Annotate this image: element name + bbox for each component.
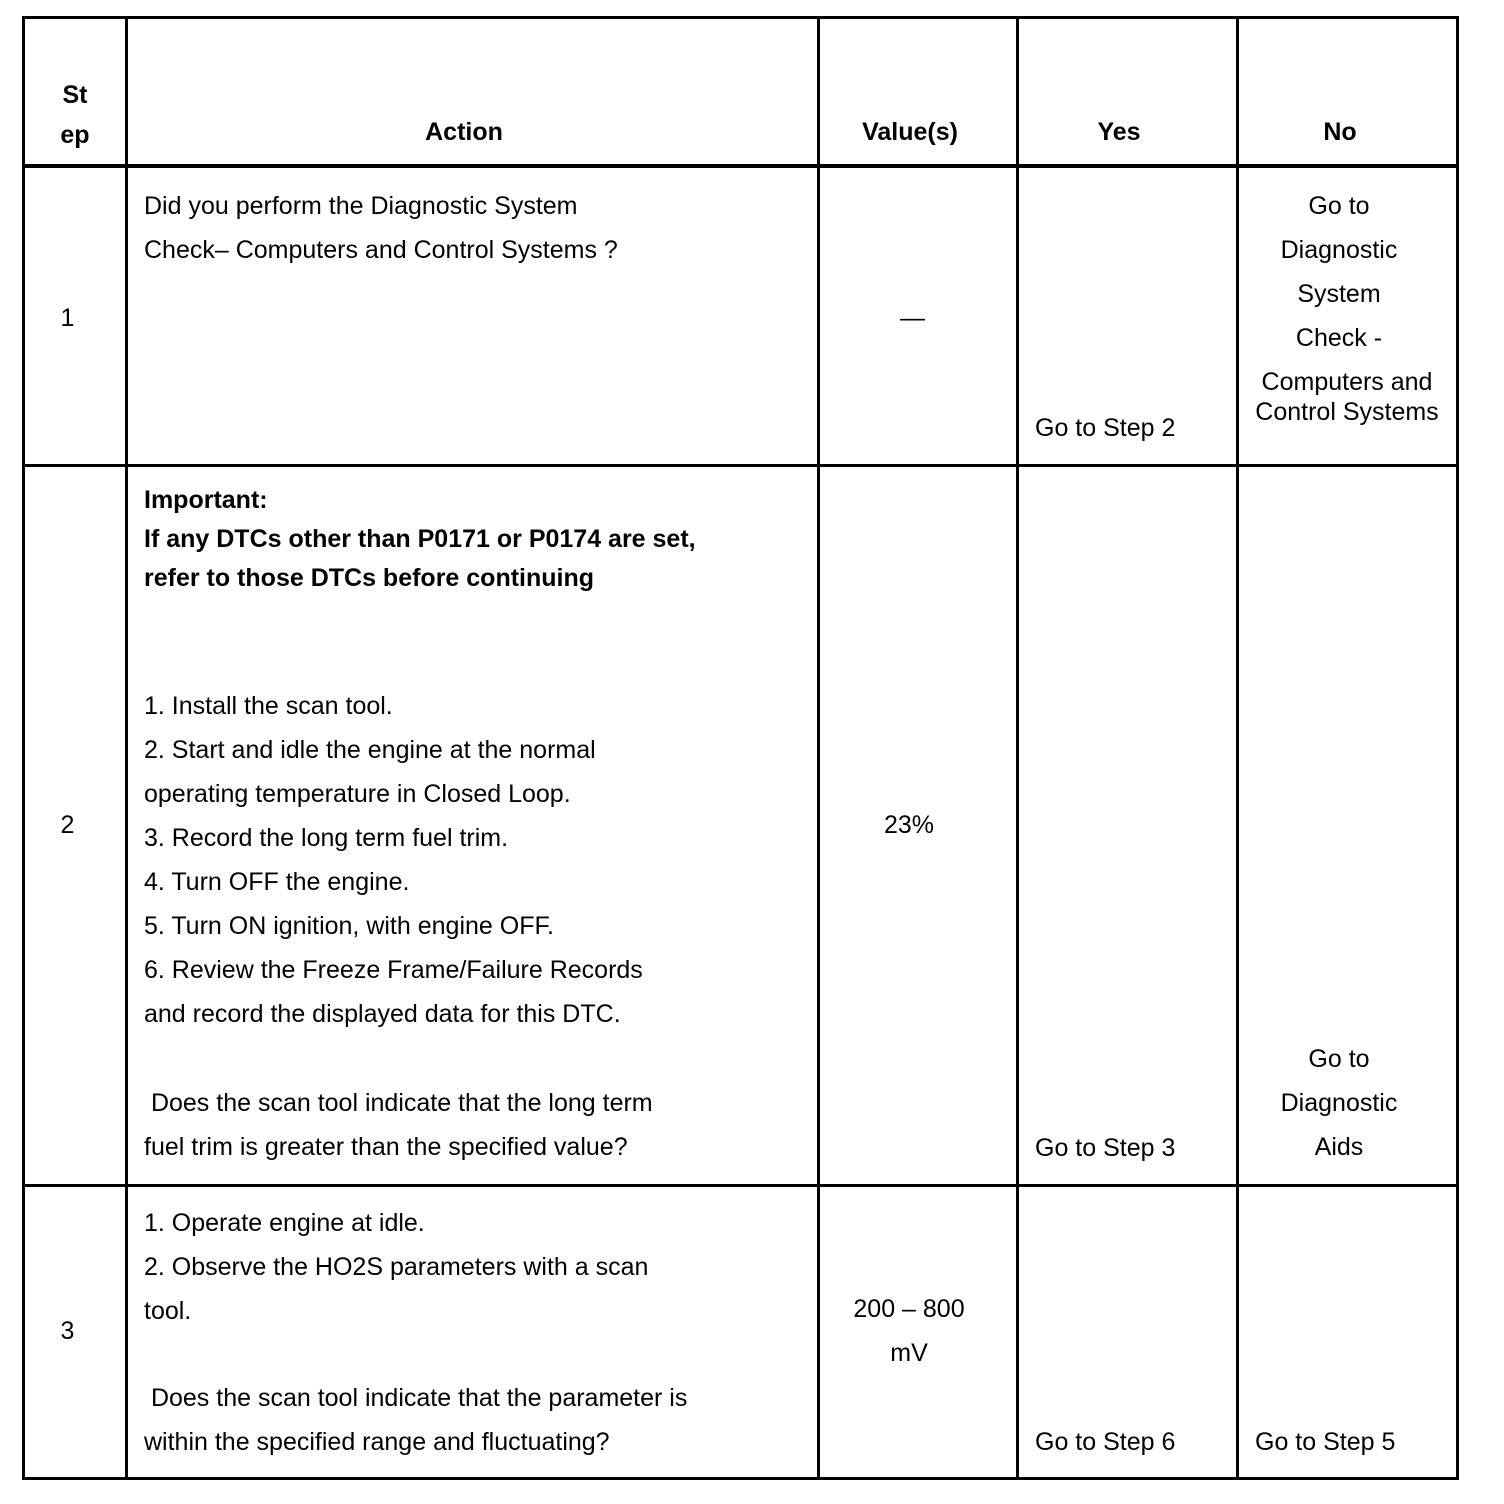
row3-question [144,1376,687,1464]
row3-step: 3 [60,1317,75,1345]
row2-no-line3: Aids [1314,1133,1364,1161]
row1-no [1239,184,1439,360]
row2-action-steps [144,684,643,1036]
row2-important-line3: refer to those DTCs before continuing [144,564,595,592]
header-action: Action [425,118,503,146]
table-border-top [22,16,1459,19]
header-step-line1: St [62,81,88,109]
table-border-left [22,16,25,1480]
row2-action-line6: 5. Turn ON ignition, with engine OFF. [144,912,554,940]
row2-no [1239,1037,1439,1169]
row2-action-line1: 1. Install the scan tool. [144,692,393,720]
row2-no-line2: Diagnostic [1280,1089,1398,1117]
row3-action-steps [144,1201,648,1333]
row1-action [144,184,618,272]
row3-value-line1: 200 – 800 [853,1295,965,1323]
header-step-line2: ep [60,121,90,149]
column-separator-3 [1016,16,1019,1480]
table-border-bottom [22,1477,1459,1480]
row1-action-line2: Check– Computers and Control Systems ? [144,236,618,264]
header-values: Value(s) [862,118,958,146]
row2-value: 23% [883,811,935,839]
row3-action-line1: 1. Operate engine at idle. [144,1209,425,1237]
row3-question-line1: Does the scan tool indicate that the parameter is [144,1384,688,1412]
row1-step: 1 [60,304,75,332]
row2-question-line1: Does the scan tool indicate that the long term [144,1089,653,1117]
row2-important-line2: If any DTCs other than P0171 or P0174 are set, [144,525,696,553]
row-separator-2 [22,1184,1459,1187]
row2-no-line1: Go to [1308,1045,1370,1073]
header-yes: Yes [1097,118,1141,146]
row3-action-line3: tool. [144,1297,192,1325]
row1-no-line3: System [1297,280,1381,308]
row1-no-tail-line2: Control Systems [1255,398,1439,426]
row2-question-line2: fuel trim is greater than the specified value? [144,1133,628,1161]
row3-action-line2: 2. Observe the HO2S parameters with a scan [144,1253,649,1281]
row1-no-line2: Diagnostic [1280,236,1398,264]
row1-action-line1: Did you perform the Diagnostic System [144,192,578,220]
row2-question [144,1081,653,1169]
row3-question-line2: within the specified range and fluctuating? [144,1428,610,1456]
header-no: No [1323,118,1357,146]
row1-yes: Go to Step 2 [1035,414,1176,442]
row1-no-line1: Go to [1308,192,1370,220]
table-border-right [1456,16,1459,1480]
row2-important-line1: Important: [144,486,268,514]
row2-action-line3: operating temperature in Closed Loop. [144,780,571,808]
row1-value: — [900,304,925,332]
row3-no: Go to Step 5 [1255,1428,1396,1456]
row2-action-line8: and record the displayed data for this DTC. [144,1000,621,1028]
row2-action-line4: 3. Record the long term fuel trim. [144,824,509,852]
header-step [25,75,125,155]
row3-value-line2: mV [890,1339,928,1367]
row2-step: 2 [60,811,75,839]
row2-action-line7: 6. Review the Freeze Frame/Failure Records [144,956,643,984]
row-separator-1 [22,464,1459,467]
row1-no-line4: Check - [1295,324,1383,352]
row1-no-tail [1239,367,1455,427]
row2-action-line2: 2. Start and idle the engine at the normal [144,736,596,764]
row2-yes: Go to Step 3 [1035,1134,1176,1162]
column-separator-1 [125,16,128,1480]
column-separator-2 [817,16,820,1480]
row2-important [144,481,696,598]
row3-value [820,1287,998,1375]
row1-no-tail-line1: Computers and [1261,368,1433,396]
row3-yes: Go to Step 6 [1035,1428,1176,1456]
row2-action-line5: 4. Turn OFF the engine. [144,868,410,896]
header-separator [22,164,1459,168]
